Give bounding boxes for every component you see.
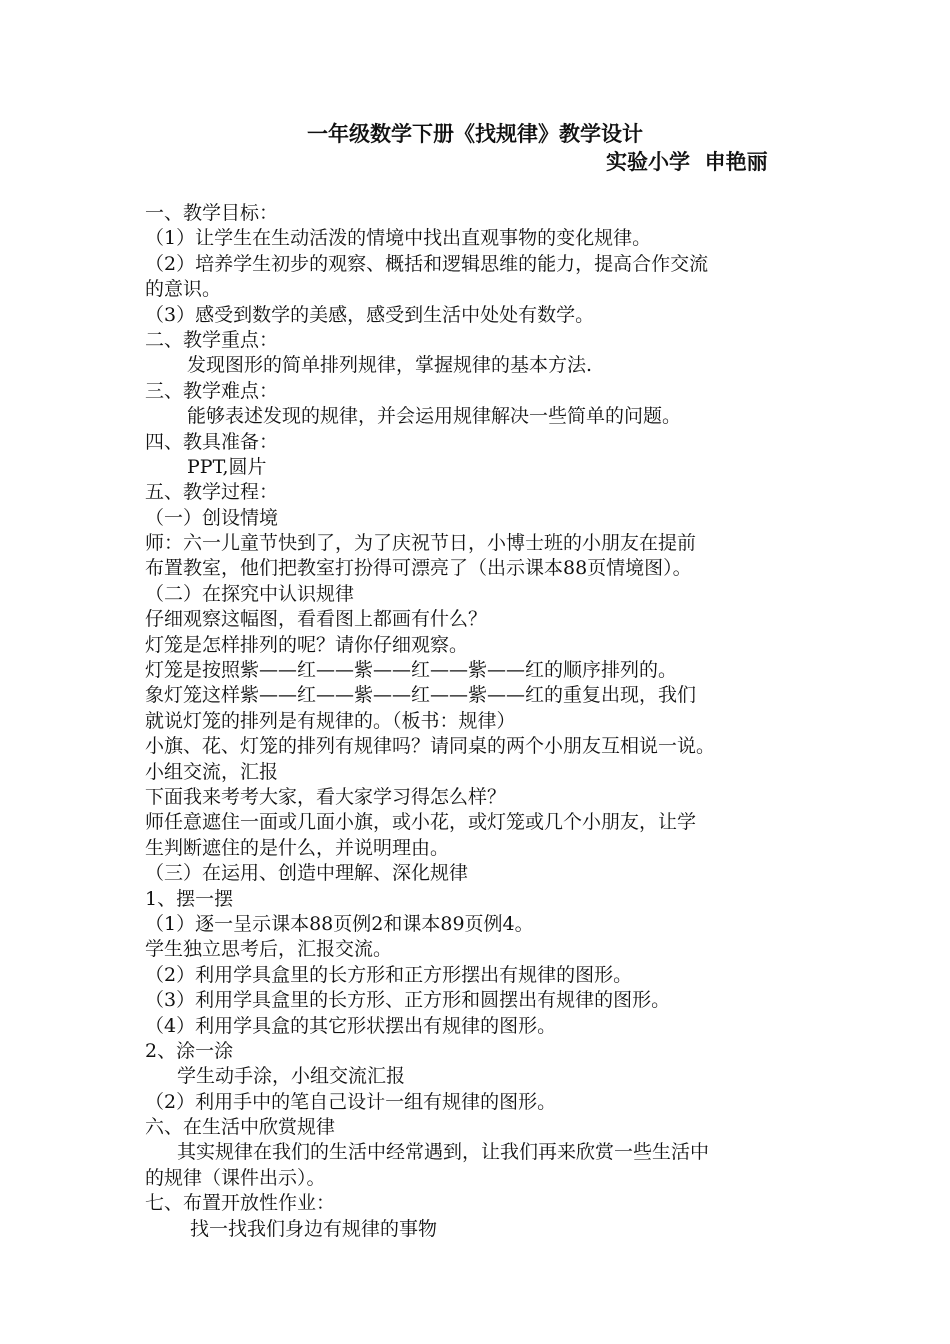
section-heading-appreciation: 六、在生活中欣赏规律: [145, 1116, 336, 1139]
subsection-heading: （二）在探究中认识规律: [145, 582, 355, 605]
paragraph-line: 下面我来考考大家，看大家学习得怎么样？: [145, 785, 507, 808]
document-author: 实验小学 申艳丽: [606, 150, 768, 174]
paragraph-line: 小组交流，汇报: [145, 760, 279, 783]
paragraph-line: 的意识。: [145, 278, 222, 301]
paragraph-line: PPT,圆片: [187, 455, 267, 478]
section-heading-process: 五、教学过程：: [145, 481, 279, 504]
section-heading-difficulties: 三、教学难点：: [145, 379, 279, 402]
paragraph-line: 小旗、花、灯笼的排列有规律吗？请同桌的两个小朋友互相说一说。: [145, 735, 716, 758]
paragraph-line: （2）培养学生初步的观察、概括和逻辑思维的能力，提高合作交流: [145, 252, 709, 275]
paragraph-line: 灯笼是按照紫——红——紫——红——紫——红的顺序排列的。: [145, 659, 678, 682]
paragraph-line: 学生独立思考后，汇报交流。: [145, 938, 393, 961]
paragraph-line: 仔细观察这幅图，看看图上都画有什么？: [145, 608, 488, 631]
paragraph-line: 师：六一儿童节快到了，为了庆祝节日，小博士班的小朋友在提前: [145, 532, 697, 555]
paragraph-line: 师任意遮住一面或几面小旗，或小花，或灯笼或几个小朋友，让学: [145, 811, 697, 834]
document-body: [145, 201, 809, 1242]
paragraph-line: 象灯笼这样紫——红——紫——红——紫——红的重复出现，我们: [145, 684, 697, 707]
paragraph-line: 其实规律在我们的生活中经常遇到，让我们再来欣赏一些生活中: [177, 1141, 710, 1164]
paragraph-line: 的规律（课件出示）。: [145, 1166, 326, 1189]
section-heading-objectives: 一、教学目标：: [145, 202, 279, 224]
paragraph-line: （2）利用手中的笔自己设计一组有规律的图形。: [145, 1090, 557, 1113]
paragraph-line: （2）利用学具盒里的长方形和正方形摆出有规律的图形。: [145, 963, 633, 986]
section-heading-key-points: 二、教学重点：: [145, 328, 279, 351]
paragraph-line: 学生动手涂，小组交流汇报: [177, 1065, 406, 1088]
section-heading-homework: 七、布置开放性作业：: [145, 1192, 336, 1215]
paragraph-line: （1）让学生在生动活泼的情境中找出直观事物的变化规律。: [145, 227, 652, 250]
subsection-heading: （三）在运用、创造中理解、深化规律: [145, 862, 469, 885]
paragraph-line: （3）感受到数学的美感，感受到生活中处处有数学。: [145, 303, 595, 326]
activity-heading: 2、涂一涂: [145, 1039, 234, 1062]
activity-heading: 1、摆一摆: [145, 887, 234, 910]
paragraph-line: 灯笼是怎样排列的呢？请你仔细观察。: [145, 633, 469, 656]
paragraph-line: 布置教室，他们把教室打扮得可漂亮了（出示课本88页情境图）。: [145, 557, 692, 580]
paragraph-line: 就说灯笼的排列是有规律的。（板书：规律）: [145, 709, 516, 732]
paragraph-line: （1）逐一呈示课本88页例2和课本89页例4。: [145, 912, 534, 935]
paragraph-line: （4）利用学具盒的其它形状摆出有规律的图形。: [145, 1014, 557, 1037]
paragraph-line: （3）利用学具盒里的长方形、正方形和圆摆出有规律的图形。: [145, 989, 671, 1012]
document-title: 一年级数学下册《找规律》教学设计: [307, 122, 643, 146]
paragraph-line: 生判断遮住的是什么，并说明理由。: [145, 836, 450, 859]
paragraph-line: 发现图形的简单排列规律，掌握规律的基本方法.: [187, 354, 593, 377]
paragraph-line: 找一找我们身边有规律的事物: [190, 1217, 438, 1240]
subsection-heading: （一）创设情境: [145, 506, 279, 529]
section-heading-materials: 四、教具准备：: [145, 430, 279, 453]
paragraph-line: 能够表述发现的规律，并会运用规律解决一些简单的问题。: [187, 405, 682, 428]
